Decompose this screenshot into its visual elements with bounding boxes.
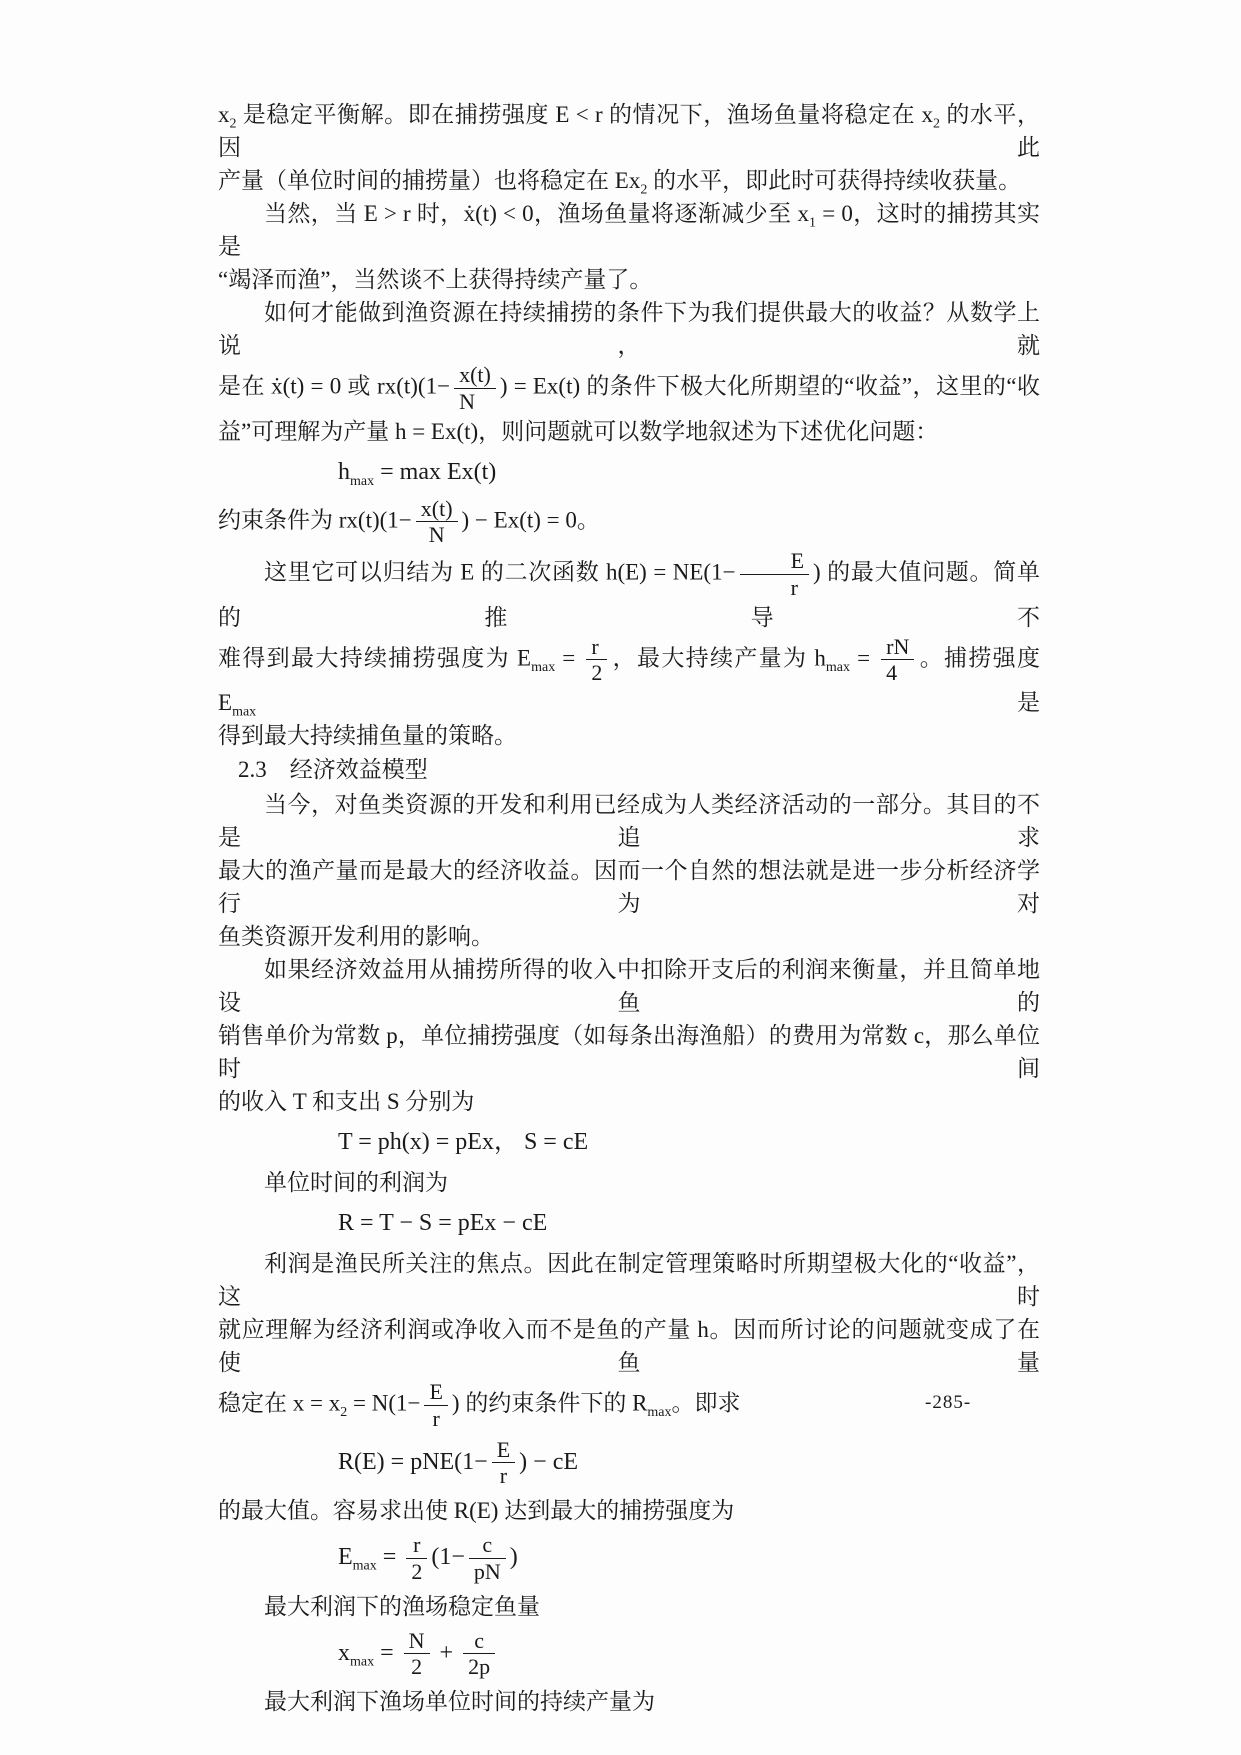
fraction-denominator: 2p bbox=[468, 1654, 491, 1680]
equation-line bbox=[338, 1123, 1040, 1161]
text-line bbox=[218, 854, 1040, 920]
math-subscript: max bbox=[531, 659, 556, 675]
text-run: “竭泽而渔”，当然谈不上获得持续产量了。 bbox=[218, 267, 653, 292]
text-run: 最大的渔产量而是最大的经济收益。因而一个自然的想法就是进一步分析经济学行为对 bbox=[218, 858, 1040, 916]
text-line bbox=[218, 98, 1040, 164]
math-subscript: 2 bbox=[229, 116, 237, 132]
text-run: 当然，当 E > r 时，ẋ(t) < 0，渔场鱼量将逐渐减少至 bbox=[264, 201, 798, 226]
text-run: 销售单价为常数 p，单位捕捞强度（如每条出海渔船）的费用为常数 c，那么单位时间 bbox=[218, 1023, 1040, 1081]
text-run: = bbox=[376, 1543, 403, 1570]
fraction-denominator: 2 bbox=[411, 1654, 423, 1680]
text-run: = N(1− bbox=[347, 1390, 421, 1416]
text-line bbox=[218, 496, 1040, 549]
fraction-denominator: r bbox=[432, 1405, 440, 1431]
text-line bbox=[218, 263, 1040, 296]
math-symbol: x bbox=[218, 102, 230, 127]
math-subscript: max bbox=[647, 1405, 672, 1421]
math-symbol: E bbox=[517, 645, 532, 671]
text-run: 是 bbox=[256, 690, 1040, 715]
fraction-numerator: E bbox=[492, 1438, 515, 1464]
math-fraction bbox=[586, 635, 607, 686]
text-line bbox=[218, 296, 1040, 362]
text-run: 单位时间的利润为 bbox=[264, 1170, 448, 1195]
fraction-denominator: r bbox=[790, 574, 798, 600]
text-line bbox=[218, 1590, 1040, 1623]
text-line bbox=[218, 719, 1040, 752]
text-line bbox=[218, 634, 1040, 720]
equation-line bbox=[338, 1437, 1040, 1490]
math-symbol: x bbox=[921, 102, 934, 127]
equation-line bbox=[338, 1628, 1040, 1681]
fraction-numerator: E bbox=[424, 1380, 447, 1406]
fraction-denominator: 4 bbox=[886, 660, 898, 686]
text-line bbox=[218, 920, 1040, 953]
text-run: 的最大值。容易求出使 R(E) 达到最大的捕捞强度为 bbox=[218, 1498, 735, 1523]
text-run: ) 的最大值问题。简单的推导不 bbox=[218, 559, 1040, 630]
math-fraction bbox=[416, 497, 458, 548]
text-run: 。捕捞强度 bbox=[918, 645, 1041, 671]
text-run: ) − Ex(t) = 0。 bbox=[461, 507, 600, 533]
math-symbol: x bbox=[628, 168, 641, 193]
text-run: 鱼类资源开发利用的影响。 bbox=[218, 924, 494, 949]
math-fraction bbox=[881, 635, 914, 686]
math-fraction bbox=[492, 1438, 515, 1489]
math-fraction bbox=[454, 363, 496, 414]
text-line bbox=[218, 415, 1040, 448]
fraction-numerator: x(t) bbox=[416, 497, 458, 523]
math-fraction bbox=[406, 1533, 427, 1584]
math-subscript: 2 bbox=[340, 1405, 348, 1421]
math-subscript: max bbox=[350, 1654, 375, 1670]
math-subscript: max bbox=[352, 1558, 377, 1574]
math-symbol: E bbox=[218, 690, 233, 715]
text-line bbox=[218, 1019, 1040, 1085]
text-run: 稳定在 x = bbox=[218, 1390, 329, 1416]
text-run: 的收入 T 和支出 S 分别为 bbox=[218, 1089, 475, 1114]
text-line bbox=[218, 1247, 1040, 1313]
text-line bbox=[218, 164, 1040, 197]
fraction-denominator: pN bbox=[473, 1558, 501, 1584]
text-run: ) 的约束条件下的 bbox=[451, 1390, 633, 1416]
text-line bbox=[218, 362, 1040, 415]
text-run: ) − cE bbox=[519, 1448, 579, 1475]
text-run: 利润是渔民所关注的焦点。因此在制定管理策略时所期望极大化的“收益”，这时 bbox=[218, 1251, 1040, 1309]
text-run: T = ph(x) = pEx， S = cE bbox=[338, 1129, 589, 1155]
text-run: = 0，这时的捕捞其实是 bbox=[218, 201, 1040, 259]
fraction-numerator: rN bbox=[881, 635, 914, 661]
math-symbol: E bbox=[338, 1543, 353, 1570]
text-run: R = T − S = pEx − cE bbox=[338, 1210, 548, 1236]
math-fraction bbox=[469, 1533, 506, 1584]
math-symbol: h bbox=[338, 458, 350, 485]
fraction-numerator: E bbox=[740, 549, 809, 575]
text-run: 2.3 经济效益模型 bbox=[238, 757, 428, 782]
text-run: = bbox=[374, 1639, 400, 1666]
math-symbol: h bbox=[814, 645, 826, 671]
math-fraction bbox=[740, 549, 809, 600]
equation-line bbox=[338, 1204, 1040, 1242]
text-run: 是稳定平衡解。即在捕捞强度 E < r 的情况下，渔场鱼量将稳定在 bbox=[236, 102, 922, 127]
document-body bbox=[218, 98, 1040, 1718]
fraction-denominator: N bbox=[459, 388, 475, 414]
fraction-numerator: r bbox=[586, 635, 607, 661]
math-subscript: 2 bbox=[640, 182, 648, 198]
section-heading bbox=[218, 752, 1040, 788]
text-run: 约束条件为 rx(t)(1− bbox=[218, 507, 412, 533]
math-subscript: max bbox=[825, 659, 850, 675]
math-symbol: x bbox=[328, 1390, 341, 1416]
equation-line bbox=[338, 453, 1040, 491]
text-run: 当今，对鱼类资源的开发和利用已经成为人类经济活动的一部分。其目的不是追求 bbox=[218, 792, 1040, 850]
text-run: = bbox=[850, 645, 878, 671]
fraction-denominator: N bbox=[428, 522, 445, 548]
text-run: 得到最大持续捕鱼量的策略。 bbox=[218, 723, 517, 748]
fraction-denominator: 2 bbox=[591, 660, 603, 686]
math-subscript: 2 bbox=[933, 116, 941, 132]
text-run: 产量（单位时间的捕捞量）也将稳定在 E bbox=[218, 168, 629, 193]
math-subscript: max bbox=[232, 704, 257, 720]
text-line bbox=[218, 1685, 1040, 1718]
page-number: -285- bbox=[925, 1392, 972, 1413]
math-symbol: x bbox=[338, 1639, 350, 1666]
fraction-denominator: 2 bbox=[411, 1558, 423, 1584]
fraction-numerator: r bbox=[406, 1533, 427, 1559]
fraction-numerator: x(t) bbox=[454, 363, 496, 389]
text-run: (1− bbox=[431, 1543, 465, 1570]
text-line bbox=[218, 953, 1040, 1019]
text-run: 就应理解为经济利润或净收入而不是鱼的产量 h。因而所讨论的问题就变成了在使鱼量 bbox=[218, 1317, 1040, 1375]
text-run: + bbox=[433, 1639, 460, 1666]
text-run: 这里它可以归结为 E 的二次函数 h(E) = NE(1− bbox=[264, 559, 736, 585]
text-run: 益”可理解为产量 h = Ex(t)，则问题就可以数学地叙述为下述优化问题： bbox=[218, 418, 939, 444]
text-run: ，最大持续产量为 bbox=[611, 645, 815, 671]
text-run: ) = Ex(t) 的条件下极大化所期望的“收益”，这里的“收 bbox=[499, 373, 1041, 399]
math-fraction bbox=[424, 1380, 447, 1431]
text-run: ) bbox=[509, 1543, 518, 1570]
equation-line bbox=[338, 1532, 1040, 1585]
text-line bbox=[218, 788, 1040, 854]
text-run: 如果经济效益用从捕捞所得的收入中扣除开支后的利润来衡量，并且简单地设鱼的 bbox=[218, 957, 1040, 1015]
text-run: 难得到最大持续捕捞强度为 bbox=[218, 645, 518, 671]
text-line bbox=[218, 197, 1040, 263]
math-symbol: x bbox=[797, 201, 810, 226]
text-line bbox=[218, 1085, 1040, 1118]
text-line bbox=[218, 1494, 1040, 1527]
text-run: 最大利润下的渔场稳定鱼量 bbox=[264, 1593, 540, 1619]
fraction-numerator: N bbox=[404, 1629, 430, 1655]
text-line bbox=[218, 1313, 1040, 1379]
text-line bbox=[218, 1379, 1040, 1432]
math-fraction bbox=[404, 1629, 430, 1680]
text-run: 如何才能做到渔资源在持续捕捞的条件下为我们提供最大的收益？从数学上说，就 bbox=[218, 300, 1040, 358]
math-fraction bbox=[463, 1629, 495, 1680]
fraction-denominator: r bbox=[499, 1463, 508, 1489]
text-run: 的水平，因此 bbox=[218, 102, 1040, 160]
math-subscript: max bbox=[350, 473, 375, 489]
text-run: 的水平，即此时可获得持续收获量。 bbox=[647, 168, 1022, 193]
text-run: 最大利润下渔场单位时间的持续产量为 bbox=[264, 1689, 655, 1714]
text-run: = bbox=[555, 645, 583, 671]
text-line bbox=[218, 1166, 1040, 1199]
fraction-numerator: c bbox=[469, 1533, 506, 1559]
text-run: = max Ex(t) bbox=[374, 458, 497, 485]
math-symbol: R bbox=[632, 1390, 648, 1416]
math-subscript: 1 bbox=[809, 215, 817, 231]
fraction-numerator: c bbox=[463, 1629, 495, 1655]
text-line bbox=[218, 548, 1040, 634]
text-run: R(E) = pNE(1− bbox=[338, 1448, 488, 1475]
text-run: 。即求 bbox=[671, 1390, 741, 1416]
text-run: 是在 ẋ(t) = 0 或 rx(t)(1− bbox=[218, 373, 451, 399]
